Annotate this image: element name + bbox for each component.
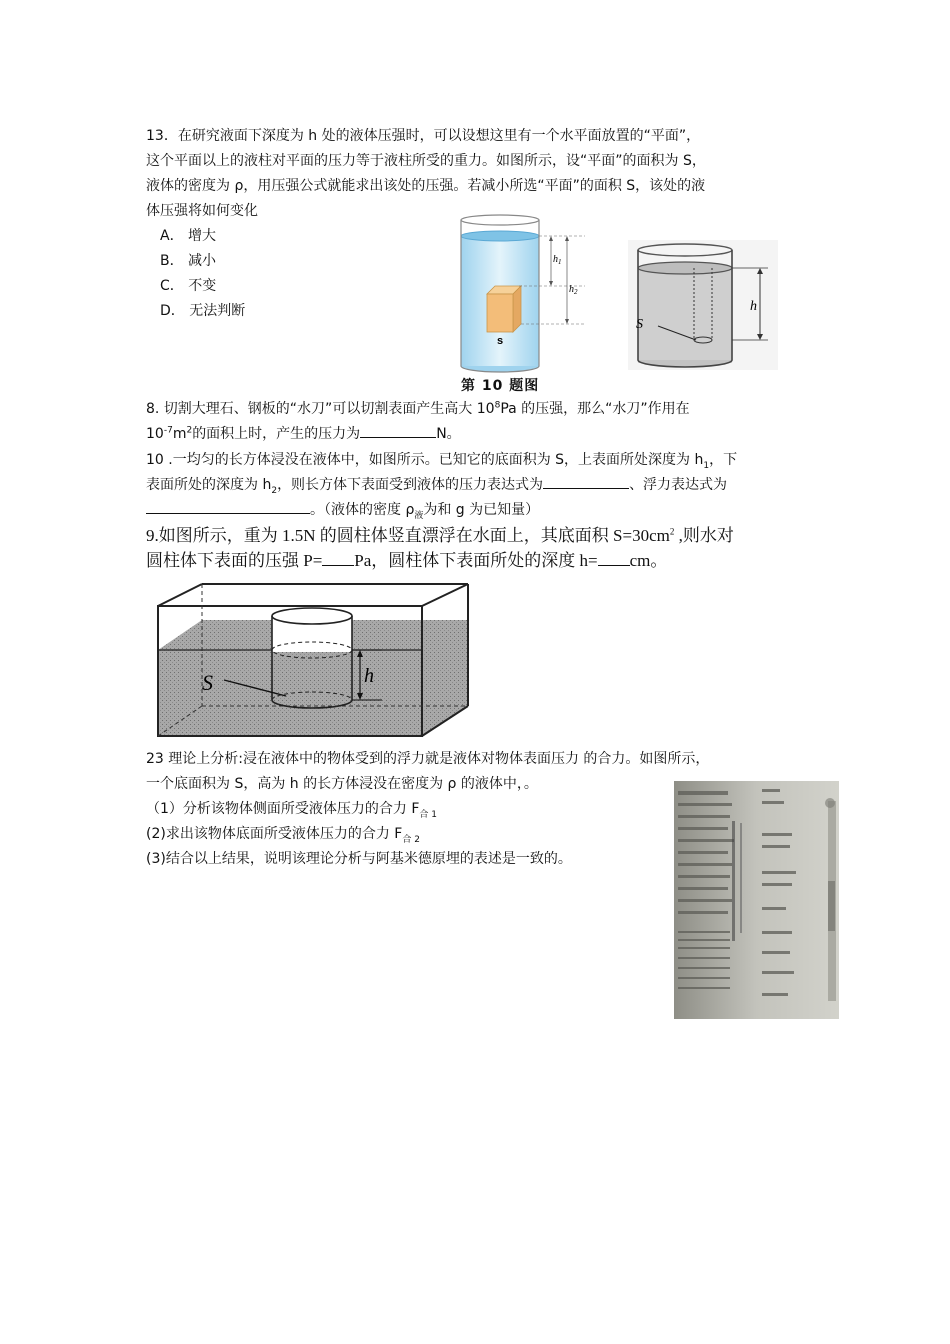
q23-sub-3: (3)结合以上结果，说明该理论分析与阿基米德原埋的表述是一致的。 <box>146 851 572 867</box>
area-s-label: S <box>636 317 643 332</box>
q23-sub-2: (2)求出该物体底面所受液体压力的合力 $F_{合 2}$ <box>146 826 420 845</box>
q10-line-1: 10 .一均匀的长方体浸没在液体中，如图所示。已知它的底面积为 S，上表面所处深度为 $h_1$，下 <box>146 452 738 471</box>
cylinder-top <box>272 608 352 624</box>
area-s-label: S <box>202 670 213 695</box>
q13-option-b: B． 减小 <box>160 253 217 269</box>
q23-line-2: 一个底面积为 S，高为 h 的长方体浸没在密度为 ρ 的液体中，。 <box>146 776 538 792</box>
q13-line-4: 体压强将如何变化 <box>146 203 258 219</box>
q23-line-1: 23 理论上分析:浸在液体中的物体受到的浮力就是液体对物体表面压力 的合力。如图所示， <box>146 751 710 767</box>
beaker-cube-figure <box>455 214 590 374</box>
figure-10-caption: 第 10 题图 <box>461 378 540 394</box>
q8-line-2: $10^{-7}m^2$的面积上时，产生的压力为 N。 <box>146 422 461 447</box>
h2-label: $h_2$ <box>569 284 578 296</box>
cylinder-column-figure <box>628 240 778 370</box>
q10-line-3: 。（液体的密度 $\rho_液$为和 g 为已知量） <box>146 498 539 523</box>
q9-line-2: 圆柱体下表面的压强 P= Pa，圆柱体下表面所处的深度 h= cm。 <box>146 551 668 570</box>
liquid-surface <box>638 262 732 274</box>
q23-sub-1: （1）分析该物体侧面所受液体压力的合力 $F_{合 1}$ <box>146 801 438 820</box>
q10-buoyancy-blank[interactable] <box>146 498 310 514</box>
q9-line-1: 9.如图所示，重为 1.5N 的圆柱体竖直漂浮在水面上，其底面积 $S=30cm^2$ ,则水对 <box>146 526 734 545</box>
beaker-bottom <box>461 366 539 372</box>
q10-line-2: 表面所处的深度为 $h_2$，则长方体下表面受到液体的压力表达式为 、浮力表达式为 <box>146 473 727 498</box>
water-surface <box>461 231 539 241</box>
q8-answer-blank[interactable] <box>360 422 436 438</box>
cube-area-label: s <box>497 335 504 347</box>
h1-label: $h_1$ <box>553 254 562 266</box>
textbook-photo <box>674 781 839 1019</box>
depth-h-label: h <box>364 665 374 687</box>
cube-front <box>487 294 513 332</box>
cube-side <box>513 286 521 332</box>
tank-cylinder-figure <box>146 580 476 740</box>
q13-line-2: 这个平面以上的液柱对平面的压力等于液柱所受的重力。如图所示，设“平面”的面积为 S， <box>146 153 706 169</box>
q13-option-a: A． 增大 <box>160 228 217 244</box>
depth-h-label: h <box>750 299 757 314</box>
q13-line-3: 液体的密度为 ρ，用压强公式就能求出该处的压强。若减小所选“平面”的面积 S，该处的液 <box>146 178 706 194</box>
q9-pressure-blank[interactable] <box>322 550 354 566</box>
q13-option-d: D． 无法判断 <box>160 303 246 319</box>
beaker-rim <box>461 215 539 225</box>
q13-line-1: 13．在研究液面下深度为 h 处的液体压强时，可以设想这里有一个水平面放置的“平面”， <box>146 128 701 144</box>
q8-line-1: 8. 切割大理石、钢板的“水刀”可以切割表面产生高大 $10^8Pa$ 的压强，那么“水刀”作用在 <box>146 400 690 417</box>
q10-pressure-blank[interactable] <box>543 473 629 489</box>
q9-depth-blank[interactable] <box>598 550 630 566</box>
q13-option-c: C． 不变 <box>160 278 217 294</box>
